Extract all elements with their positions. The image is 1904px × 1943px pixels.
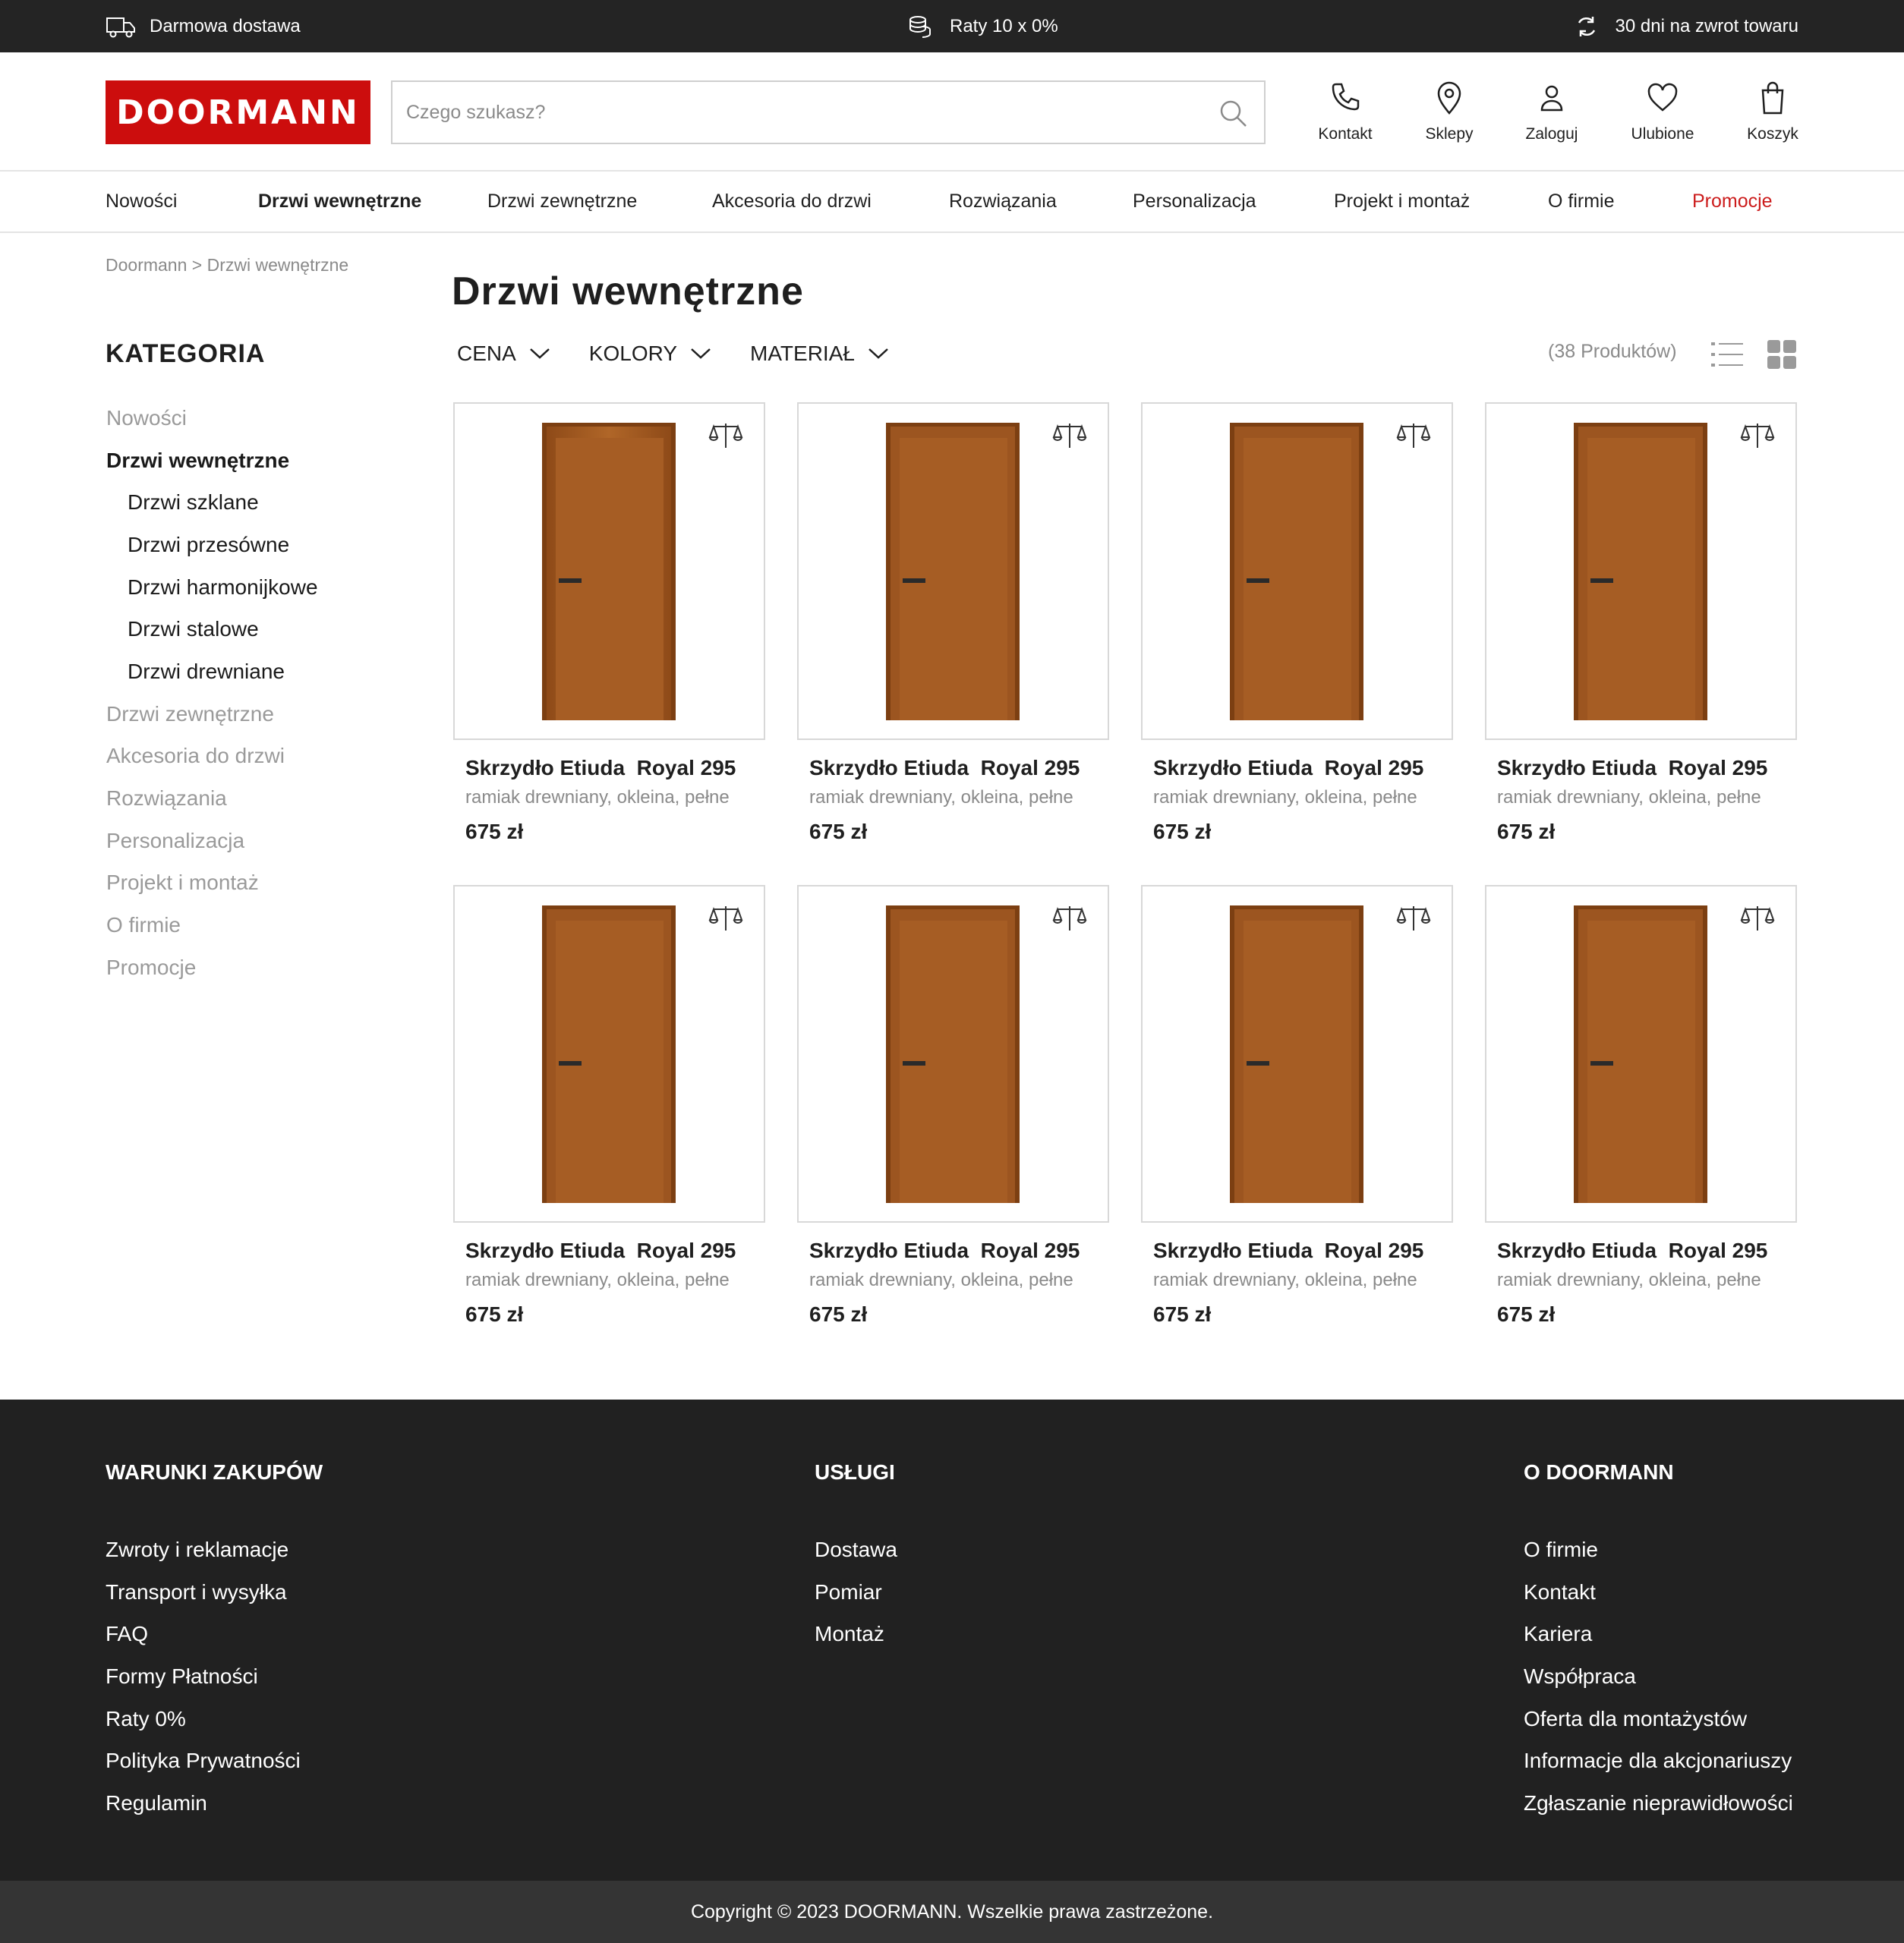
product-description: ramiak drewniany, okleina, pełne — [1497, 1270, 1761, 1290]
filter-colors-label: KOLORY — [588, 342, 677, 365]
category-item-new[interactable]: Nowości — [106, 405, 187, 430]
product-description: ramiak drewniany, okleina, pełne — [1153, 787, 1417, 808]
main-navigation — [0, 172, 1904, 233]
subcategory-item-wooden[interactable]: Drzwi drewniane — [128, 659, 285, 683]
footer-heading: O DOORMANN — [1524, 1460, 1674, 1484]
product-description: ramiak drewniany, okleina, pełne — [809, 1270, 1073, 1290]
footer-column-purchase-terms — [106, 1460, 323, 1825]
phone-icon — [1329, 80, 1362, 116]
product-price: 675 zł — [809, 1302, 868, 1326]
coins-icon — [906, 14, 936, 39]
free-delivery-info — [106, 0, 301, 52]
category-item-about[interactable]: O firmie — [106, 913, 181, 937]
product-name[interactable]: Skrzydło Etiuda Royal 295 — [1497, 1239, 1768, 1262]
footer-link[interactable]: Informacje dla akcjonariuszy — [1524, 1749, 1792, 1773]
top-info-bar — [0, 0, 1904, 52]
compare-scales-icon[interactable] — [1739, 420, 1776, 451]
nav-item-accessories[interactable]: Akcesoria do drzwi — [712, 191, 872, 212]
footer-links — [106, 1529, 323, 1825]
footer-link[interactable]: FAQ — [106, 1622, 149, 1646]
product-price: 675 zł — [1153, 820, 1212, 843]
product-price: 675 zł — [465, 1302, 524, 1326]
subcategory-item-folding[interactable]: Drzwi harmonijkowe — [128, 575, 318, 599]
filter-price-label: CENA — [457, 342, 516, 365]
free-delivery-text: Darmowa dostawa — [150, 15, 301, 36]
compare-scales-icon[interactable] — [708, 903, 744, 934]
compare-scales-icon[interactable] — [1739, 903, 1776, 934]
product-card[interactable] — [1485, 885, 1797, 1333]
product-price: 675 zł — [1497, 1302, 1556, 1326]
login-button[interactable] — [1502, 80, 1601, 143]
nav-item-interior-doors[interactable]: Drzwi wewnętrzne — [258, 191, 422, 212]
doormann-logo[interactable]: DOORMANN — [106, 80, 370, 144]
footer-link[interactable]: Dostawa — [815, 1537, 897, 1561]
footer-link[interactable]: Zgłaszanie nieprawidłowości — [1524, 1790, 1793, 1815]
footer-link[interactable]: Kariera — [1524, 1622, 1593, 1646]
compare-scales-icon[interactable] — [1051, 903, 1088, 934]
site-footer — [0, 1400, 1904, 1881]
installments-info — [906, 0, 1058, 52]
product-image-box[interactable] — [1485, 402, 1797, 740]
door-image — [1230, 905, 1363, 1203]
product-price: 675 zł — [809, 820, 868, 843]
door-image — [886, 423, 1020, 720]
filter-price[interactable] — [457, 334, 551, 373]
category-item-personalization[interactable]: Personalizacja — [106, 828, 245, 852]
product-image-box[interactable] — [1141, 885, 1453, 1223]
product-name[interactable]: Skrzydło Etiuda Royal 295 — [465, 756, 736, 779]
chevron-down-icon — [528, 346, 551, 361]
favorites-button[interactable] — [1613, 80, 1712, 143]
door-image — [542, 905, 676, 1203]
product-card[interactable] — [453, 885, 765, 1333]
login-label: Zaloguj — [1525, 125, 1578, 143]
product-price: 675 zł — [1497, 820, 1556, 843]
category-item-interior-doors[interactable]: Drzwi wewnętrzne — [106, 448, 290, 472]
category-item-project-installation[interactable]: Projekt i montaż — [106, 871, 259, 895]
footer-column-about — [1524, 1460, 1793, 1825]
shopping-bag-icon — [1756, 80, 1789, 116]
favorites-label: Ulubione — [1631, 125, 1694, 143]
product-card[interactable] — [797, 402, 1109, 850]
category-list — [106, 397, 425, 989]
footer-links — [1524, 1529, 1793, 1825]
grid-view-icon[interactable] — [1767, 340, 1796, 369]
breadcrumb[interactable]: Doormann > Drzwi wewnętrzne — [106, 255, 349, 275]
heart-icon — [1646, 80, 1679, 116]
product-count: (38 Produktów) — [1548, 341, 1677, 362]
nav-item-promotions[interactable]: Promocje — [1692, 191, 1773, 212]
product-name[interactable]: Skrzydło Etiuda Royal 295 — [1153, 756, 1424, 779]
chevron-down-icon — [867, 346, 890, 361]
footer-link[interactable]: Zwroty i reklamacje — [106, 1537, 289, 1561]
product-card[interactable] — [453, 402, 765, 850]
stores-button[interactable] — [1400, 80, 1499, 143]
product-image-box[interactable] — [797, 402, 1109, 740]
user-icon — [1535, 80, 1568, 116]
subcategory-item-glass[interactable]: Drzwi szklane — [128, 490, 259, 515]
filter-bar — [457, 334, 926, 373]
location-pin-icon — [1433, 80, 1466, 116]
product-image-box[interactable] — [453, 885, 765, 1223]
copyright-text: Copyright © 2023 DOORMANN. Wszelkie prawa zastrzeżone. — [690, 1900, 1214, 1923]
product-name[interactable]: Skrzydło Etiuda Royal 295 — [465, 1239, 736, 1262]
site-header — [0, 52, 1904, 172]
truck-icon — [106, 14, 136, 39]
category-heading: KATEGORIA — [106, 339, 266, 368]
product-description: ramiak drewniany, okleina, pełne — [1153, 1270, 1417, 1290]
footer-link[interactable]: Montaż — [815, 1622, 884, 1646]
footer-link[interactable]: Oferta dla montażystów — [1524, 1706, 1748, 1730]
category-item-accessories[interactable]: Akcesoria do drzwi — [106, 744, 285, 768]
door-image — [1230, 423, 1363, 720]
product-description: ramiak drewniany, okleina, pełne — [809, 787, 1073, 808]
compare-scales-icon[interactable] — [1395, 903, 1432, 934]
nav-item-personalization[interactable]: Personalizacja — [1133, 191, 1256, 212]
footer-link[interactable]: Polityka Prywatności — [106, 1749, 301, 1773]
filter-material-label: MATERIAŁ — [750, 342, 855, 365]
nav-item-solutions[interactable]: Rozwiązania — [949, 191, 1057, 212]
door-image — [542, 423, 676, 720]
header-actions — [0, 80, 1904, 156]
product-image-box[interactable] — [1485, 885, 1797, 1223]
contact-button[interactable] — [1296, 80, 1395, 143]
footer-heading: USŁUGI — [815, 1460, 895, 1484]
nav-item-new[interactable]: Nowości — [106, 191, 178, 212]
footer-link[interactable]: Kontakt — [1524, 1579, 1596, 1604]
footer-heading: WARUNKI ZAKUPÓW — [106, 1460, 323, 1484]
product-description: ramiak drewniany, okleina, pełne — [465, 1270, 730, 1290]
cart-label: Koszyk — [1747, 125, 1798, 143]
nav-item-about[interactable]: O firmie — [1548, 191, 1615, 212]
footer-links — [815, 1529, 897, 1655]
footer-link[interactable]: O firmie — [1524, 1537, 1598, 1561]
footer-link[interactable]: Transport i wysyłka — [106, 1579, 287, 1604]
nav-item-exterior-doors[interactable]: Drzwi zewnętrzne — [487, 191, 638, 212]
product-price: 675 zł — [465, 820, 524, 843]
stores-label: Sklepy — [1425, 125, 1474, 143]
product-image-box[interactable] — [453, 402, 765, 740]
cart-button[interactable] — [1723, 80, 1822, 143]
category-item-exterior-doors[interactable]: Drzwi zewnętrzne — [106, 701, 274, 726]
installments-text: Raty 10 x 0% — [950, 15, 1058, 36]
subcategory-item-steel[interactable]: Drzwi stalowe — [128, 617, 259, 641]
product-price: 675 zł — [1153, 1302, 1212, 1326]
product-card[interactable] — [1485, 402, 1797, 850]
list-view-icon[interactable] — [1711, 339, 1743, 370]
product-card[interactable] — [1141, 885, 1453, 1333]
category-item-promotions[interactable]: Promocje — [106, 955, 197, 979]
product-name[interactable]: Skrzydło Etiuda Royal 295 — [1497, 756, 1768, 779]
door-image — [886, 905, 1020, 1203]
subcategory-item-sliding[interactable]: Drzwi przesówne — [128, 532, 290, 556]
returns-text: 30 dni na zwrot towaru — [1615, 15, 1798, 36]
product-name[interactable]: Skrzydło Etiuda Royal 295 — [809, 1239, 1080, 1262]
footer-link[interactable]: Raty 0% — [106, 1706, 186, 1730]
footer-link[interactable]: Współpraca — [1524, 1664, 1636, 1688]
compare-scales-icon[interactable] — [1051, 420, 1088, 451]
page-title: Drzwi wewnętrzne — [452, 269, 804, 313]
filter-material[interactable] — [750, 334, 890, 373]
compare-scales-icon[interactable] — [1395, 420, 1432, 451]
returns-info — [1571, 0, 1798, 52]
chevron-down-icon — [689, 346, 712, 361]
compare-scales-icon[interactable] — [708, 420, 744, 451]
door-image — [1574, 423, 1707, 720]
product-image-box[interactable] — [797, 885, 1109, 1223]
product-image-box[interactable] — [1141, 402, 1453, 740]
footer-link[interactable]: Regulamin — [106, 1790, 207, 1815]
product-name[interactable]: Skrzydło Etiuda Royal 295 — [1153, 1239, 1424, 1262]
refresh-icon — [1571, 14, 1602, 39]
product-card[interactable] — [1141, 402, 1453, 850]
footer-column-services — [815, 1460, 897, 1655]
product-name[interactable]: Skrzydło Etiuda Royal 295 — [809, 756, 1080, 779]
footer-link[interactable]: Pomiar — [815, 1579, 882, 1604]
filter-colors[interactable] — [589, 334, 712, 373]
copyright-bar — [0, 1881, 1904, 1943]
contact-label: Kontakt — [1318, 125, 1373, 143]
product-card[interactable] — [797, 885, 1109, 1333]
product-description: ramiak drewniany, okleina, pełne — [1497, 787, 1761, 808]
footer-link[interactable]: Formy Płatności — [106, 1664, 258, 1688]
category-item-solutions[interactable]: Rozwiązania — [106, 786, 227, 811]
door-image — [1574, 905, 1707, 1203]
product-description: ramiak drewniany, okleina, pełne — [465, 787, 730, 808]
nav-item-project-installation[interactable]: Projekt i montaż — [1334, 191, 1471, 212]
